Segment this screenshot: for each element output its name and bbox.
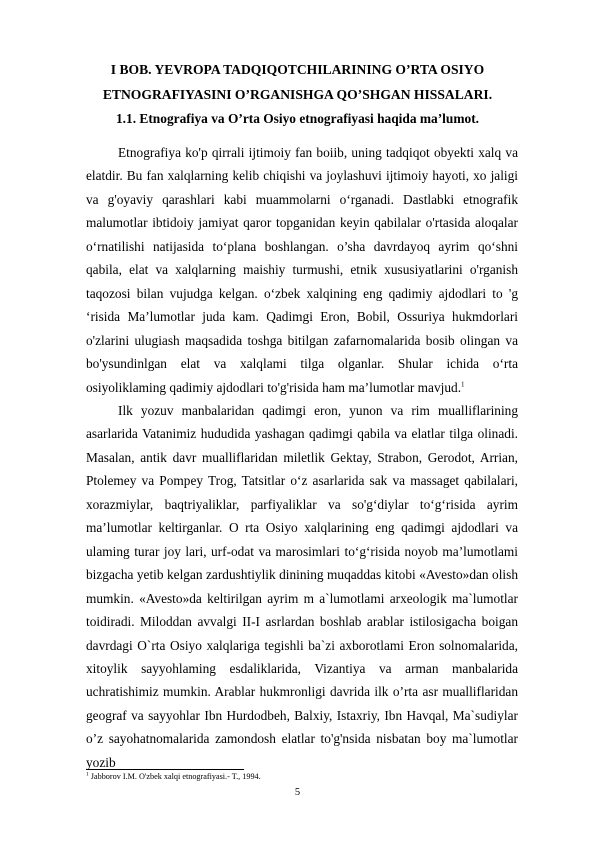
section-title: 1.1. Etnografiya va O’rta Osiyo etnografiyasi haqida ma’lumot. bbox=[115, 111, 480, 126]
footnote-reference: 1 bbox=[461, 380, 465, 389]
paragraph-2: Ilk yozuv manbalaridan qadimgi eron, yunon va rim mualliflarining asarlarida Vatanimiz hududida yashagan qadimgi qabila va elatlar tilga olinadi. Masalan, antik davr mualliflaridan miletlik Gektay, Strabon, Gerodot, Arrian, Ptolemey va Pompey Trog, Tatsitlar o‘z asarlarida sak va massaget qabilalari, xorazmiylar, baqtriyaliklar, parfiyaliklar va so'g‘diylar to‘g‘risida ayrim ma’lumotlar keltirganlar. O rta Osiyo xalqlarining eng qadimgi ajdodlari va ulaming turar joy lari, urf-odat va marosimlari to‘g‘risida noyob ma’lumotlami bizgacha yetib kelgan zardushtiylik dinining muqaddas kitobi «Avesto»dan olish mumkin. «Avesto»da keltirilgan ayrim m a`lumotlami arxeologik ma`lumotlar toidiradi. Miloddan avvalgi II-I asrlardan boshlab arablar istilosigacha boigan davrdagi O`rta Osiyo xalqlariga tegishli ba`zi axborotlami Eron solnomalarida, xitoylik sayyohlaming esdaliklarida, Vizantiya va arman manbalarida uchratishimiz mumkin. Arablar hukmronligi davrida ilk o’rta asr mualliflaridan geograf va sayyohlar Ibn Hurdodbeh, Balxiy, Istaxriy, Ibn Havqal, Ma`sudiylar o’z sayohatnomalarida zamondosh elatlar to'g'nsida nisbatan boy ma`lumotlar yozib bbox=[86, 402, 518, 770]
page-number: 5 bbox=[294, 787, 301, 798]
chapter-title-line-2: ETNOGRAFIYASINI O’RGANISHGA QO’SHGAN HISSALARI. bbox=[102, 87, 493, 102]
paragraph-1-text: Etnografiya ko'p qirrali ijtimoiy fan boiib, uning tadqiqot obyekti xalq va elatdir. Bu fan xalqlarning kelib chiqishi va joylashuvi ijtimoiy hayoti, xo jaligi va g'oyaviy qarashlari kabi muammolarni o‘rganadi. Dastlabki etnografik malumotlar ibtidoiy jamiyat qaror topganidan keyin qabilalar o'rtasida aloqalar o‘rnatilishi natijasida to‘plana boshlangan. o’sha davrdayoq ayrim qo‘shni qabila, elat va xalqlarning maishiy turmushi, etnik xususiyatlarini o'rganish taqozosi bilan vujudga kelgan. o‘zbek xalqining eng qadimiy ajdodlari to 'g ‘risida Ma’lumotlar juda kam. Qadimgi Eron, Bobil, Ossuriya hukmdorlari o'zlarini ulugiash maqsadida toshga bitilgan zafarnomalarida bosib olingan va bo'ysundinlgan elat va xalqlami tilga olganlar. Shular ichida o‘rta osiyoliklaming qadimiy ajdodlari to'g'risida ham ma’lumotlar mavjud. bbox=[86, 145, 518, 395]
body-text bbox=[86, 141, 518, 774]
footnote-separator bbox=[86, 769, 244, 770]
paragraph-1 bbox=[86, 141, 518, 399]
chapter-title-line-1: I BOB. YEVROPA TADQIQOTCHILARINING O’RTA OSIYO bbox=[110, 62, 485, 77]
footnote-marker: 1 bbox=[86, 771, 89, 778]
footnote-text: Jabborov I.M. O'zbek xalqi etnografiyasi.- T., 1994. bbox=[90, 772, 261, 781]
footnote bbox=[86, 772, 261, 782]
